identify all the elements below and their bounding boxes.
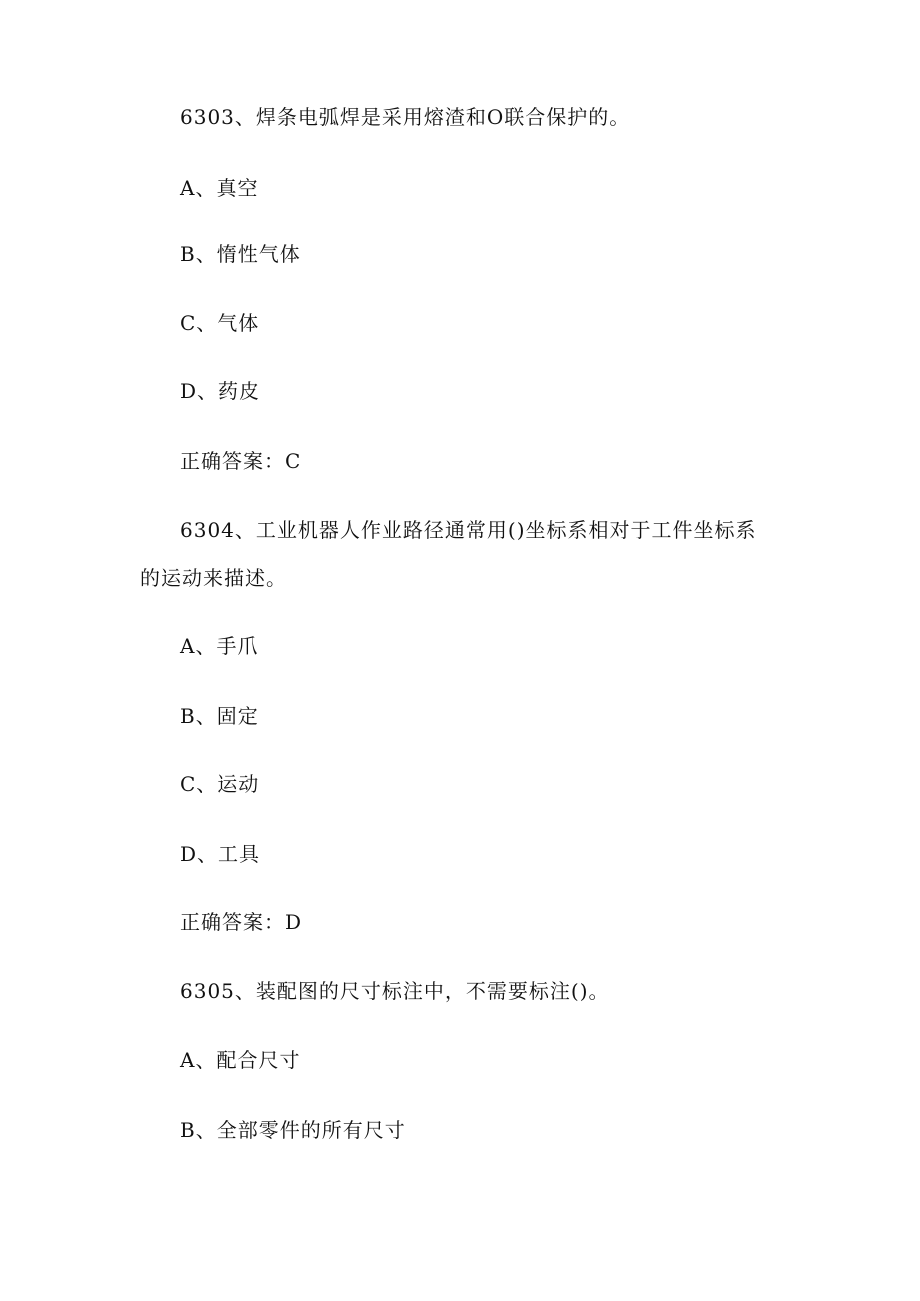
question-stem: 6303、焊条电弧焊是采用熔渣和O联合保护的。 [180, 105, 631, 129]
option-b: B、惰性气体 [180, 242, 301, 266]
question-stem: 6305、装配图的尺寸标注中，不需要标注()。 [180, 979, 610, 1003]
correct-answer: 正确答案：D [180, 910, 303, 934]
correct-answer: 正确答案：C [180, 449, 302, 473]
question-stem-continued: 的运动来描述。 [140, 566, 287, 590]
option-d: D、药皮 [180, 379, 261, 403]
option-a: A、配合尺寸 [180, 1048, 301, 1072]
option-c: C、气体 [180, 311, 260, 335]
option-d: D、工具 [180, 842, 261, 866]
option-a: A、真空 [180, 176, 259, 200]
option-a: A、手爪 [180, 634, 259, 658]
option-c: C、运动 [180, 772, 260, 796]
option-b: B、固定 [180, 704, 259, 728]
question-stem: 6304、工业机器人作业路径通常用()坐标系相对于工件坐标系 [180, 518, 757, 542]
option-b: B、全部零件的所有尺寸 [180, 1118, 406, 1142]
